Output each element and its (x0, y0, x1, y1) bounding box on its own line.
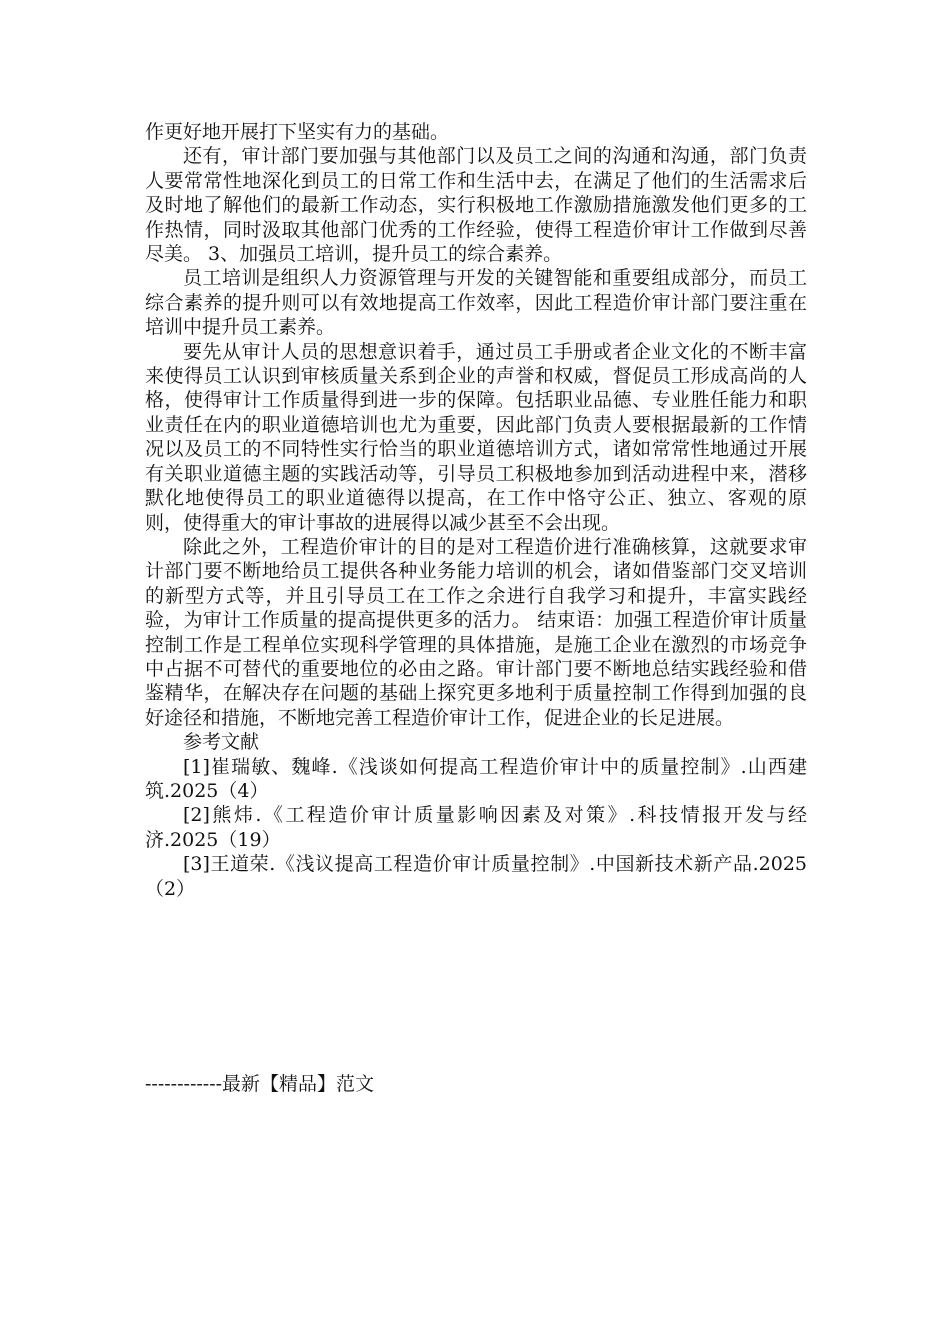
paragraph-communication: 还有，审计部门要加强与其他部门以及员工之间的沟通和沟通，部门负责人要常常性地深化到员工的日常工作和生活中去，在满足了他们的生活需求后及时地了解他们的最新工作动态，实行积极地工作激励措施激发他们更多的工作热情，同时汲取其他部门优秀的工作经验，使得工程造价审计工作做到尽善尽美。 3、加强员工培训，提升员工的综合素养。 (145, 145, 807, 266)
references-heading: 参考文献 (183, 731, 260, 754)
paragraph-ethics: 要先从审计人员的思想意识着手，通过员工手册或者企业文化的不断丰富来使得员工认识到审核质量关系到企业的声誉和权威，督促员工形成高尚的人格，使得审计工作质量得到进一步的保障。包括职业品德、专业胜任能力和职业责任在内的职业道德培训也尤为重要，因此部门负责人要根据最新的工作情况以及员工的不同特性实行恰当的职业道德培训方式，诸如常常性地通过开展有关职业道德主题的实践活动等，引导员工积极地参加到活动进程中来，潜移默化地使得员工的职业道德得以提高，在工作中恪守公正、独立、客观的原则，使得重大的审计事故的进展得以减少甚至不会出现。 (145, 340, 807, 534)
reference-item-3: [3]王道荣.《浅议提高工程造价审计质量控制》.中国新技术新产品.2025（2） (145, 853, 807, 900)
paragraph-conclusion: 除此之外，工程造价审计的目的是对工程造价进行准确核算，这就要求审计部门要不断地给员工提供各种业务能力培训的机会，诸如借鉴部门交叉培训的新型方式等，并且引导员工在工作之余进行自我学习和提升，丰富实践经验，为审计工作质量的提高提供更多的活力。 结束语：加强工程造价审计质量控制工作是工程单位实现科学管理的具体措施，是施工企业在激烈的市场竞争中占据不可替代的重要地位的必由之路。审计部门要不断地总结实践经验和借鉴精华，在解决存在问题的基础上探究更多地利于质量控制工作得到加强的良好途径和措施，不断地完善工程造价审计工作，促进企业的长足进展。 (145, 535, 807, 729)
document-body (145, 120, 807, 901)
reference-item-1: [1]崔瑞敏、魏峰.《浅谈如何提高工程造价审计中的质量控制》.山西建筑.2025（4） (145, 755, 807, 802)
footer-tagline: ------------最新【精品】范文 (145, 1073, 375, 1095)
reference-item-2: [2]熊炜.《工程造价审计质量影响因素及对策》.科技情报开发与经济.2025（19） (145, 804, 807, 851)
paragraph-continuation: 作更好地开展打下坚实有力的基础。 (145, 121, 450, 143)
paragraph-training: 员工培训是组织人力资源管理与开发的关键智能和重要组成部分，而员工综合素养的提升则可以有效地提高工作效率，因此工程造价审计部门要注重在培训中提升员工素养。 (145, 267, 807, 339)
